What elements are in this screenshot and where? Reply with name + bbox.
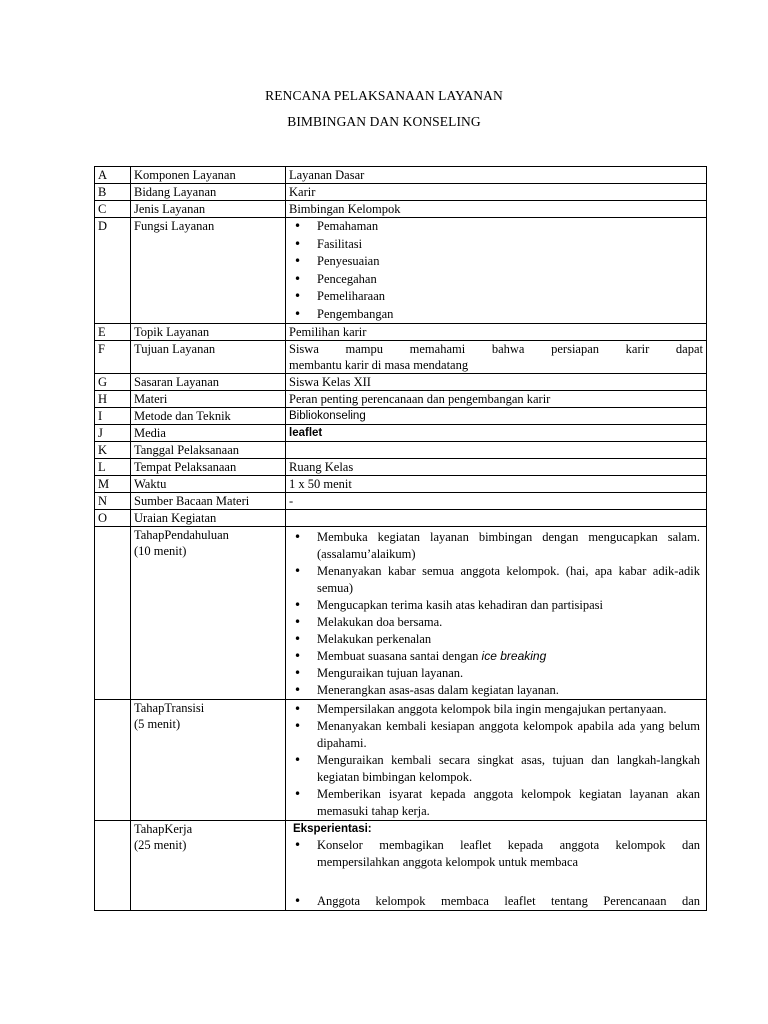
table-row [95, 442, 707, 459]
list-item: • Menanyakan kabar semua anggota kelompok. (hai, apa kabar adik-adik semua) [289, 563, 700, 597]
stage-label-cell [131, 700, 286, 821]
stage-heading: Eksperientasi: [293, 823, 372, 835]
component-label: Komponen Layanan [131, 167, 286, 184]
list-item: • Menanyakan kembali kesiapan anggota kelompok apabila ada yang belum dipahami. [289, 718, 700, 752]
component-value [286, 442, 707, 459]
row-letter: E [95, 324, 131, 341]
component-value [286, 510, 707, 527]
italic-term: ice breaking [481, 649, 547, 663]
function-list-cell [286, 218, 707, 324]
row-letter: D [95, 218, 131, 324]
list-item: • Pemahaman [289, 218, 703, 236]
component-label: Waktu [131, 476, 286, 493]
table-row [95, 510, 707, 527]
activity-list [289, 837, 700, 871]
stage-activities-cell [286, 700, 707, 821]
list-item: • Menguraikan tujuan layanan. [289, 665, 700, 682]
table-row [95, 459, 707, 476]
activity-list [289, 893, 700, 910]
list-item: • Konselor membagikan leaflet kepada anggota kelompok dan mempersilahkan anggota kelompok untuk membaca [289, 837, 700, 871]
stage-row [95, 700, 707, 821]
component-value: Bibliokonseling [286, 408, 707, 425]
component-value: Ruang Kelas [286, 459, 707, 476]
table-row [95, 184, 707, 201]
row-letter: M [95, 476, 131, 493]
row-letter: H [95, 391, 131, 408]
row-letter: G [95, 374, 131, 391]
row-letter: N [95, 493, 131, 510]
row-letter: I [95, 408, 131, 425]
stage-duration: (10 menit) [134, 544, 187, 558]
row-letter: F [95, 341, 131, 374]
component-label: Materi [131, 391, 286, 408]
row-letter: K [95, 442, 131, 459]
component-label: Sumber Bacaan Materi [131, 493, 286, 510]
service-plan-table [94, 166, 707, 911]
list-item: • Mempersilakan anggota kelompok bila ingin mengajukan pertanyaan. [289, 701, 700, 718]
row-letter: O [95, 510, 131, 527]
row-letter: C [95, 201, 131, 218]
list-item: • Memberikan isyarat kepada anggota kelompok kegiatan layanan akan memasuki tahap kerja. [289, 786, 700, 820]
table-row [95, 324, 707, 341]
list-item: • Penyesuaian [289, 253, 703, 271]
row-letter: B [95, 184, 131, 201]
document-title: RENCANA PELAKSANAAN LAYANAN [265, 88, 503, 103]
function-list [289, 218, 703, 323]
component-label: Tanggal Pelaksanaan [131, 442, 286, 459]
list-item: • Mengucapkan terima kasih atas kehadiran dan partisipasi [289, 597, 700, 614]
list-item: • Melakukan doa bersama. [289, 614, 700, 631]
table-row [95, 476, 707, 493]
component-label: Tempat Pelaksanaan [131, 459, 286, 476]
component-value: Layanan Dasar [286, 167, 707, 184]
table-row [95, 167, 707, 184]
row-letter: L [95, 459, 131, 476]
component-value: Siswa Kelas XII [286, 374, 707, 391]
component-value: Karir [286, 184, 707, 201]
component-label: Sasaran Layanan [131, 374, 286, 391]
list-item: • Menguraikan kembali secara singkat asas, tujuan dan langkah-langkah kegiatan bimbingan kelompok. [289, 752, 700, 786]
empty-cell [95, 700, 131, 821]
row-letter: J [95, 425, 131, 442]
stage-duration: (25 menit) [134, 838, 187, 852]
spacer [289, 871, 700, 893]
table-row [95, 374, 707, 391]
component-value: Bimbingan Kelompok [286, 201, 707, 218]
table-row [95, 425, 707, 442]
list-item: • Membuka kegiatan layanan bimbingan dengan mengucapkan salam. (assalamu’alaikum) [289, 529, 700, 563]
component-value: - [286, 493, 707, 510]
activity-list [289, 701, 700, 820]
stage-row [95, 527, 707, 700]
list-item: • Menerangkan asas-asas dalam kegiatan layanan. [289, 682, 700, 699]
component-value: leaflet [286, 425, 707, 442]
component-label: Metode dan Teknik [131, 408, 286, 425]
stage-activities-cell [286, 821, 707, 911]
activity-list [289, 529, 700, 699]
component-label: Jenis Layanan [131, 201, 286, 218]
list-item [289, 648, 700, 665]
empty-cell [95, 821, 131, 911]
component-label: Topik Layanan [131, 324, 286, 341]
row-letter: A [95, 167, 131, 184]
component-label: Uraian Kegiatan [131, 510, 286, 527]
table-row [95, 201, 707, 218]
empty-cell [95, 527, 131, 700]
stage-name: TahapKerja [134, 822, 193, 836]
table-row [95, 218, 707, 324]
stage-name: TahapTransisi [134, 701, 205, 715]
list-item: • Fasilitasi [289, 236, 703, 254]
document-subtitle: BIMBINGAN DAN KONSELING [287, 114, 481, 129]
table-row [95, 341, 707, 374]
value-line: membantu karir di masa mendatang [289, 358, 469, 372]
list-item: • Pemeliharaan [289, 288, 703, 306]
list-item-text: Membuat suasana santai dengan [317, 649, 479, 663]
component-value: 1 x 50 menit [286, 476, 707, 493]
component-label: Fungsi Layanan [131, 218, 286, 324]
stage-activities-cell [286, 527, 707, 700]
component-value [286, 341, 707, 374]
stage-name: TahapPendahuluan [134, 528, 229, 542]
stage-label-cell [131, 821, 286, 911]
stage-duration: (5 menit) [134, 717, 181, 731]
list-item: • Pengembangan [289, 306, 703, 324]
stage-label-cell [131, 527, 286, 700]
component-label: Media [131, 425, 286, 442]
component-label: Tujuan Layanan [131, 341, 286, 374]
component-value: Peran penting perencanaan dan pengembangan karir [286, 391, 707, 408]
list-item: • Melakukan perkenalan [289, 631, 700, 648]
table-row [95, 391, 707, 408]
table-row [95, 493, 707, 510]
component-label: Bidang Layanan [131, 184, 286, 201]
value-line: Siswa mampu memahami bahwa persiapan karir dapat [289, 342, 703, 356]
stage-row [95, 821, 707, 911]
component-value: Pemilihan karir [286, 324, 707, 341]
list-item: • Anggota kelompok membaca leaflet tentang Perencanaan dan [289, 893, 700, 910]
list-item: • Pencegahan [289, 271, 703, 289]
table-row [95, 408, 707, 425]
